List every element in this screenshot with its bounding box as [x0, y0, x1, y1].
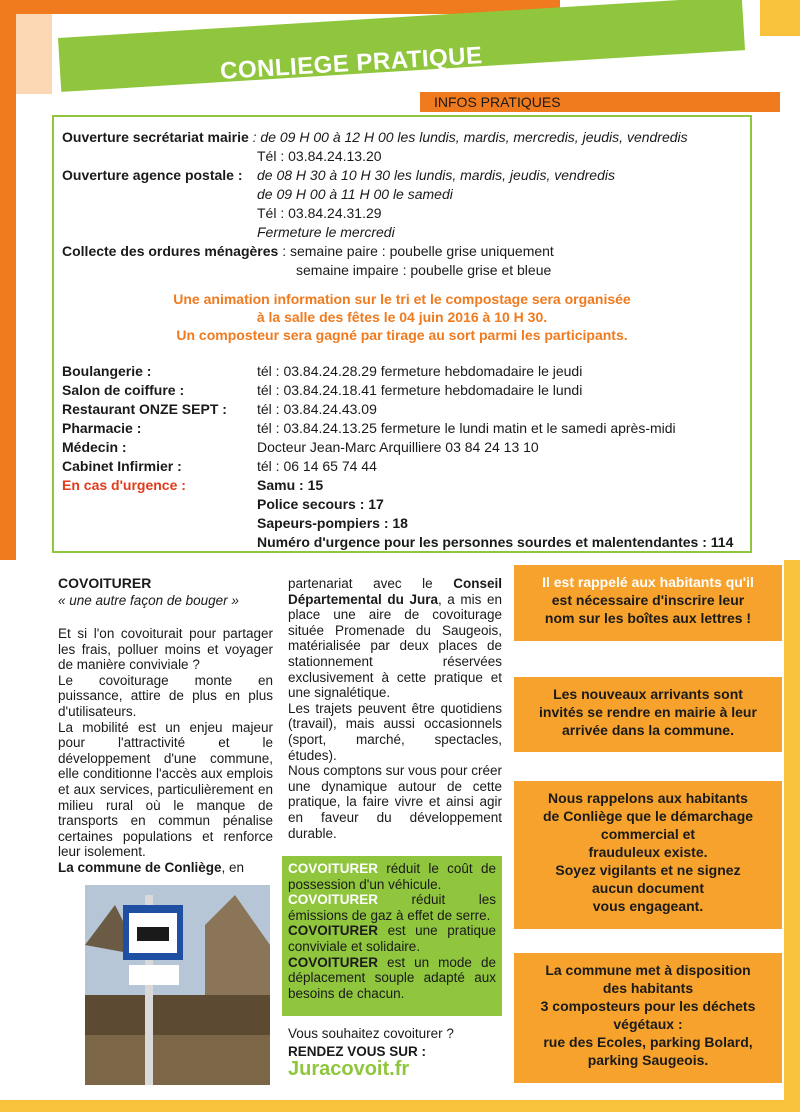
top-right-yellow-block — [760, 0, 800, 36]
covoiturage-sign-photo — [85, 885, 270, 1085]
notice-newcomers — [514, 677, 782, 752]
covoiturer-subtitle: « une autre façon de bouger » — [58, 593, 239, 608]
left-orange-bar — [0, 0, 16, 560]
paragraph: Nous comptons sur vous pour créer une dynamique autour de cette pratique, la faire vivre et ainsi agir en faveur du développement durable. — [288, 763, 502, 841]
urgence-samu: Samu : 15 — [257, 477, 324, 493]
benefit-text: est une pratique conviviale et solidaire. — [288, 923, 496, 954]
notice-line: La commune met à disposition — [545, 962, 751, 978]
benefit-item — [288, 923, 496, 954]
notice-line: est nécessaire d'inscrire leur — [551, 592, 745, 608]
notice-line: Les nouveaux arrivants sont — [553, 686, 743, 702]
benefit-item — [288, 955, 496, 1002]
service-value: tél : 06 14 65 74 44 — [257, 458, 377, 474]
notice-line: commercial et — [600, 826, 696, 842]
notice-line: Il est rappelé aux habitants qu'il — [542, 574, 754, 590]
notice-line: 3 composteurs pour les déchets — [540, 998, 756, 1014]
poste-hours-1: de 08 H 30 à 10 H 30 les lundis, mardis, jeudis, vendredis — [257, 167, 615, 183]
notice-line: vous engageant. — [592, 898, 704, 914]
poste-row — [62, 166, 243, 184]
notice-line: végétaux : — [613, 1016, 683, 1032]
service-label: Boulangerie : — [62, 363, 152, 379]
bottom-yellow-bar — [0, 1100, 800, 1112]
notice-line: frauduleux existe. — [588, 844, 708, 860]
service-label: Pharmacie : — [62, 420, 142, 436]
announcement-line-3: Un composteur sera gagné par tirage au sort parmi les participants. — [176, 327, 628, 343]
left-pale-block — [16, 14, 52, 94]
cta-rendezvous: RENDEZ VOUS SUR : — [288, 1044, 427, 1059]
notice-line: des habitants — [602, 980, 694, 996]
cta-question: Vous souhaitez covoiturer ? — [288, 1026, 454, 1041]
service-label: Restaurant ONZE SEPT : — [62, 401, 227, 417]
benefit-text: est un mode de déplacement souple adapté aux besoins de chacun. — [288, 954, 496, 1001]
covoiturer-title: COVOITURER — [58, 575, 152, 591]
benefit-text: réduit le coût de possession d'un véhicule. — [288, 861, 496, 892]
collecte-line-2: semaine impaire : poubelle grise et bleue — [296, 262, 552, 278]
notice-line: invités se rendre en mairie à leur — [539, 704, 757, 720]
urgence-police: Police secours : 17 — [257, 496, 384, 512]
paragraph — [58, 860, 273, 876]
photo-illustration — [85, 885, 270, 1085]
page-subtitle: INFOS PRATIQUES — [434, 94, 561, 110]
mairie-label: Ouverture secrétariat mairie — [62, 129, 249, 145]
benefit-keyword: COVOITURER — [288, 954, 379, 970]
benefit-keyword: COVOITURER — [288, 861, 379, 876]
partner-start: partenariat avec le — [288, 576, 433, 591]
partner-bold: Conseil Départemental du Jura — [288, 576, 502, 607]
notice-line: Soyez vigilants et ne signez — [555, 862, 741, 878]
poste-tel: Tél : 03.84.24.31.29 — [257, 205, 382, 221]
poste-hours-2: de 09 H 00 à 11 H 00 le samedi — [257, 186, 453, 202]
service-value: tél : 03.84.24.13.25 fermeture le lundi matin et le samedi après-midi — [257, 420, 676, 436]
poste-label: Ouverture agence postale — [62, 167, 234, 183]
paragraph — [288, 576, 502, 701]
notice-mailbox — [514, 565, 782, 641]
commune-bold: La commune de Conliège — [58, 859, 222, 875]
mairie-hours: : de 09 H 00 à 12 H 00 les lundis, mardis, mercredis, jeudis, vendredis — [252, 129, 688, 145]
benefit-item — [288, 892, 496, 923]
covoiturer-benefits-box — [282, 856, 502, 1016]
notice-line: arrivée dans la commune. — [562, 722, 734, 738]
covoiturer-column-1 — [58, 626, 273, 876]
paragraph: Les trajets peuvent être quotidiens (travail), mais aussi occasionnels (sport, marché, spectacles, études). — [288, 700, 502, 763]
urgence-pompiers: Sapeurs-pompiers : 18 — [257, 515, 408, 531]
paragraph: La mobilité est un enjeu majeur pour l'attractivité et le développement d'une commune, elle conditionne l'accès aux emplois et aux services, particulièrement en milieu rural où le manque de transports en commun pénalise certaines populations et renforce leur isolement. — [58, 719, 273, 860]
paragraph: Et si l'on covoiturait pour partager les frais, polluer moins et voyager de manière conviviale ? — [58, 626, 273, 673]
benefit-keyword: COVOITURER — [288, 923, 379, 939]
service-label: Cabinet Infirmier : — [62, 458, 182, 474]
service-label: Salon de coiffure : — [62, 382, 185, 398]
service-value: tél : 03.84.24.18.41 fermeture hebdomadaire le lundi — [257, 382, 583, 398]
page-title: CONLIEGE PRATIQUE — [219, 42, 484, 85]
mairie-row — [62, 128, 688, 146]
benefit-text: réduit les émissions de gaz à effet de serre. — [288, 892, 496, 923]
notice-line: rue des Ecoles, parking Bolard, — [543, 1034, 753, 1050]
right-yellow-bar — [784, 560, 800, 1100]
collecte-row — [62, 242, 554, 260]
mairie-tel: Tél : 03.84.24.13.20 — [257, 148, 382, 164]
announcement-line-2: à la salle des fêtes le 04 juin 2016 à 10 H 30. — [256, 309, 548, 325]
collecte-label: Collecte des ordures ménagères — [62, 243, 279, 259]
collecte-line-1: : semaine paire : poubelle grise uniquement — [282, 243, 554, 259]
notice-line: de Conliège que le démarchage — [542, 808, 754, 824]
service-label: Médecin : — [62, 439, 127, 455]
urgence-label: En cas d'urgence : — [62, 477, 186, 493]
benefit-item — [288, 861, 496, 892]
service-value: tél : 03.84.24.28.29 fermeture hebdomadaire le jeudi — [257, 363, 583, 379]
announcement-line-1: Une animation information sur le tri et le compostage sera organisée — [173, 291, 631, 307]
paragraph: Le covoiturage monte en puissance, attire de plus en plus d'utilisateurs. — [58, 672, 273, 719]
notice-line: nom sur les boîtes aux lettres ! — [544, 610, 752, 626]
service-value: tél : 03.84.24.43.09 — [257, 401, 377, 417]
commune-rest: , en — [221, 859, 245, 875]
notice-line: Nous rappelons aux habitants — [548, 790, 748, 806]
notice-line: parking Saugeois. — [587, 1052, 709, 1068]
service-value: Docteur Jean-Marc Arquilliere 03 84 24 13 10 — [257, 439, 539, 455]
poste-colon: : — [237, 167, 243, 183]
benefit-keyword: COVOITURER — [288, 892, 379, 908]
notice-composters — [514, 953, 782, 1083]
notice-line: aucun document — [591, 880, 704, 896]
partner-rest: , a mis en place une aire de covoiturage située Promenade du Saugeois, matérialisée par deux places de stationnement réservées exclusivement à cette pratique et une signalétique. — [288, 591, 502, 701]
juracovoit-link[interactable]: Juracovoit.fr — [288, 1058, 410, 1080]
urgence-sourds: Numéro d'urgence pour les personnes sourdes et malentendantes : 114 — [257, 534, 734, 550]
covoiturer-column-2 — [288, 576, 502, 841]
poste-closed: Fermeture le mercredi — [257, 224, 395, 240]
notice-fraud — [514, 781, 782, 929]
